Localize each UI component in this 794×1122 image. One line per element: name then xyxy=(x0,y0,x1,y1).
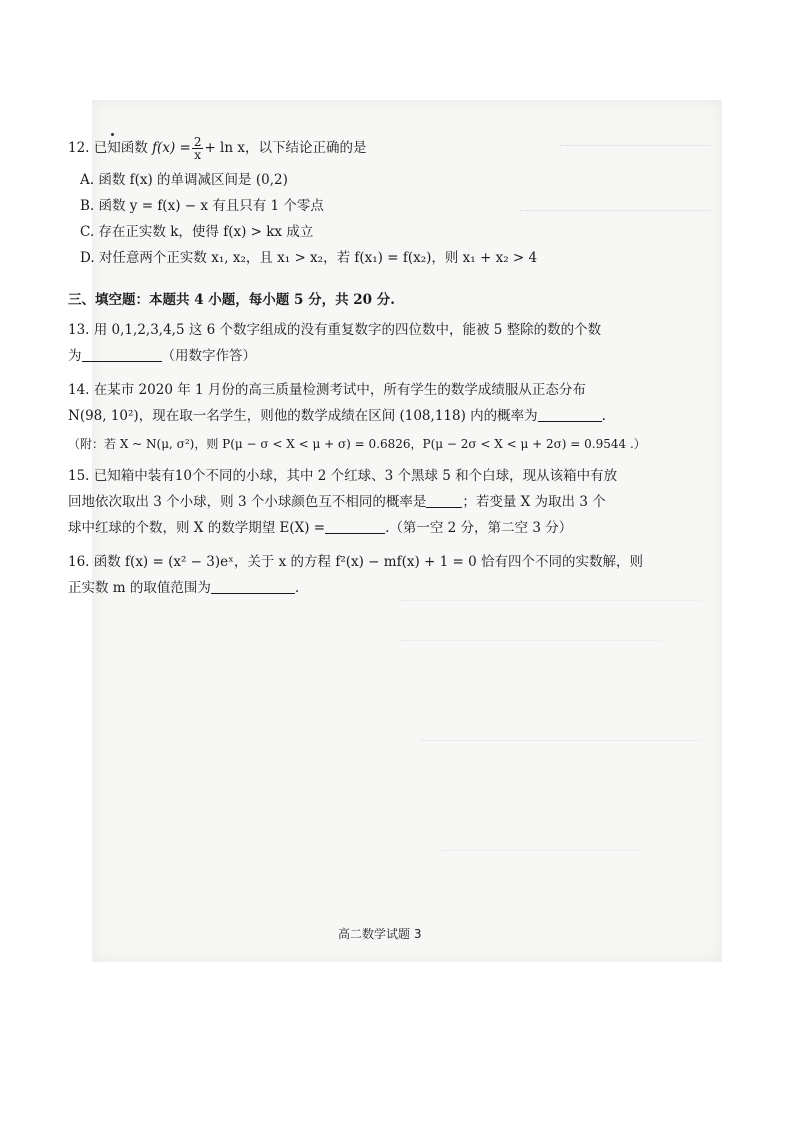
q14-appendix: （附：若 X ~ N(μ, σ²)，则 P(μ − σ < X < μ + σ) = 0.6826，P(μ − 2σ < X < μ + 2σ) = 0.9544 .） xyxy=(68,437,646,451)
q13-line2: 为 （用数字作答） xyxy=(68,348,256,364)
q15-line3: 球中红球的个数，则 X 的数学期望 E(X) = .（第一空 2 分，第二空 3 分） xyxy=(68,520,573,536)
bleed-through-mark xyxy=(400,600,700,611)
section-title: 三、填空题：本题共 4 小题，每小题 5 分，共 20 分. xyxy=(68,292,395,308)
bleed-through-mark xyxy=(560,145,710,156)
bleed-through-mark xyxy=(520,210,710,221)
q12-option-d: D. 对任意两个正实数 x₁, x₂，且 x₁ > x₂，若 f(x₁) = f(x₂)，则 x₁ + x₂ > 4 xyxy=(80,250,538,266)
q12-function: f(x) = $\frac{2}{x}$ + ln x xyxy=(152,135,245,162)
page-footer: 高二数学试题 3 xyxy=(338,927,422,941)
q13-line1: 13. 用 0,1,2,3,4,5 这 6 个数字组成的没有重复数字的四位数中，能被 5 整除的数的个数 xyxy=(68,322,602,338)
bleed-through-mark xyxy=(440,850,640,861)
q12-option-a: A. 函数 f(x) 的单调减区间是 (0,2) xyxy=(80,172,288,188)
q16-line1: 16. 函数 f(x) = (x² − 3)eˣ，关于 x 的方程 f²(x) − mf(x) + 1 = 0 恰有四个不同的实数解，则 xyxy=(68,554,643,570)
q15-answer-blank-2[interactable] xyxy=(325,519,385,534)
q16-line2: 正实数 m 的取值范围为 . xyxy=(68,580,300,596)
q14-line2: N(98, 10²)，现在取一名学生，则他的数学成绩在区间 (108,118) 内的概率为 . xyxy=(68,408,606,424)
bleed-through-mark xyxy=(400,640,660,651)
q15-line2: 回地依次取出 3 个小球，则 3 个小球颜色互不相同的概率是 ；若变量 X 为取出 3 个 xyxy=(68,494,606,510)
q12-option-c: C. 存在正实数 k，使得 f(x) > kx 成立 xyxy=(80,224,314,240)
q14-answer-blank[interactable] xyxy=(538,407,602,422)
q12-option-b: B. 函数 y = f(x) − x 有且只有 1 个零点 xyxy=(80,198,324,214)
q12-stem: 12. 已知函数 f(x) = $\frac{2}{x}$ + ln x，以下结论正确的是 xyxy=(68,135,367,162)
q13-answer-blank[interactable] xyxy=(82,347,162,362)
bleed-through-mark xyxy=(420,740,700,751)
q16-answer-blank[interactable] xyxy=(211,579,295,594)
q12-fraction: $\frac{2}{x}$ xyxy=(193,135,202,162)
q14-line1: 14. 在某市 2020 年 1 月份的高三质量检测考试中，所有学生的数学成绩服从正态分布 xyxy=(68,382,586,398)
q15-answer-blank-1[interactable] xyxy=(426,493,462,508)
q15-line1: 15. 已知箱中装有10个不同的小球，其中 2 个红球、3 个黑球 5 和个白球，现从该箱中有放 xyxy=(68,468,618,484)
